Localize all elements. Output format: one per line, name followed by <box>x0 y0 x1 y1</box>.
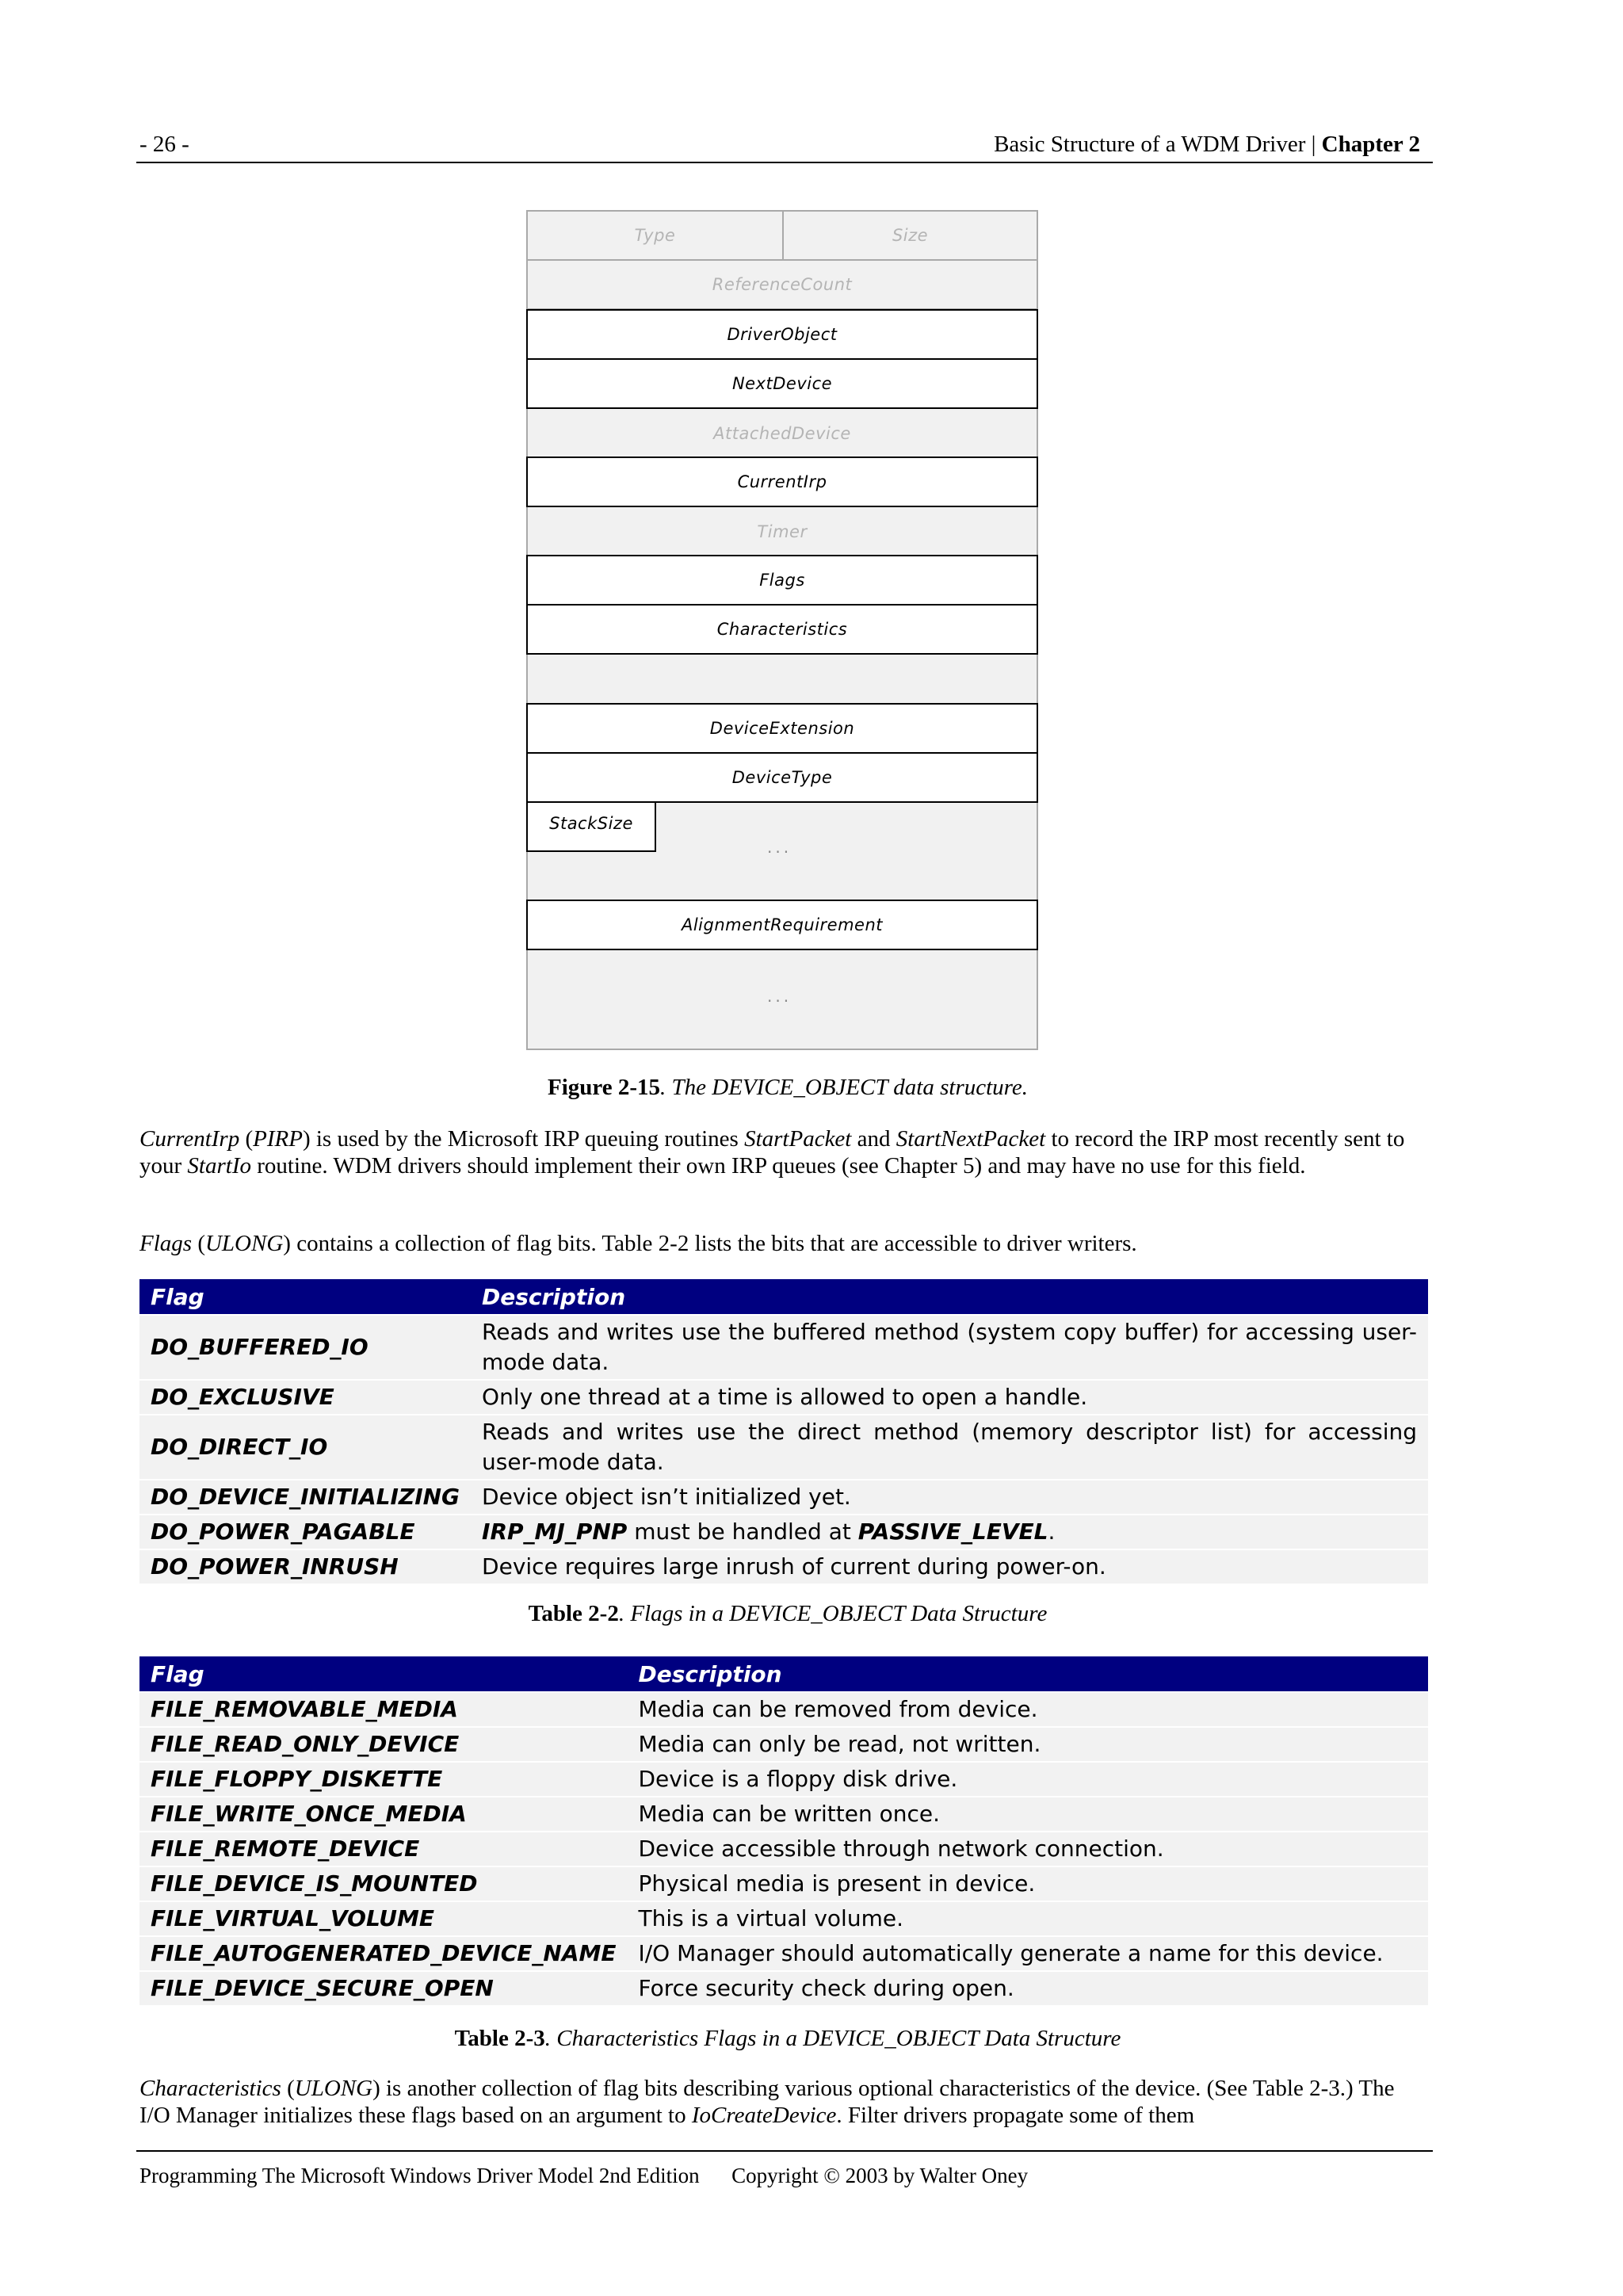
field-flags: Flags <box>526 555 1038 606</box>
text: routine. WDM drivers should implement their own IRP queues (see Chapter 5) and may have no use for this field. <box>250 1153 1306 1179</box>
description-cell: Physical media is present in device. <box>627 1866 1428 1901</box>
paragraph-current-irp <box>139 1125 1407 1179</box>
field-device-type: DeviceType <box>526 752 1038 803</box>
term-start-next-packet: StartNextPacket <box>896 1126 1046 1152</box>
term-passive-level: PASSIVE_LEVEL <box>857 1519 1048 1545</box>
running-header-chapter: Chapter 2 <box>1321 132 1420 157</box>
field-device-extension: DeviceExtension <box>526 703 1038 754</box>
term-irp-mj-pnp: IRP_MJ_PNP <box>482 1519 628 1545</box>
table-row <box>139 1866 1428 1901</box>
ellipsis-end: ... <box>767 987 792 1006</box>
text: ( <box>281 2076 295 2101</box>
field-alignment-requirement: AlignmentRequirement <box>526 900 1038 950</box>
table-row <box>139 1726 1428 1761</box>
ellipsis-stack: ... <box>767 838 792 857</box>
flag-cell: DO_DIRECT_IO <box>139 1414 471 1479</box>
column-header-flag: Flag <box>139 1656 627 1691</box>
flag-cell: DO_POWER_PAGABLE <box>139 1514 471 1549</box>
description-cell: Reads and writes use the buffered method (system copy buffer) for accessing user-mode data. <box>471 1314 1428 1379</box>
table-characteristics-flags <box>139 1656 1428 2005</box>
table2-caption-text: . Flags in a DEVICE_OBJECT Data Structure <box>618 1601 1048 1626</box>
text: and <box>851 1126 896 1152</box>
term-pirp: PIRP <box>253 1126 303 1152</box>
table-header-row <box>139 1656 1428 1691</box>
flag-cell: FILE_AUTOGENERATED_DEVICE_NAME <box>139 1935 627 1970</box>
table3-caption-text: . Characteristics Flags in a DEVICE_OBJECT Data Structure <box>544 2026 1121 2051</box>
table2-caption <box>139 1601 1436 1627</box>
figure-caption <box>139 1075 1436 1101</box>
flag-cell: FILE_VIRTUAL_VOLUME <box>139 1901 627 1935</box>
paragraph-flags <box>139 1230 1407 1257</box>
device-object-diagram <box>526 210 1038 1050</box>
description-cell: Media can be removed from device. <box>627 1691 1428 1726</box>
text: ) is used by the Microsoft IRP queuing routines <box>302 1126 745 1152</box>
table-row <box>139 1935 1428 1970</box>
flag-cell: FILE_READ_ONLY_DEVICE <box>139 1726 627 1761</box>
table2-caption-label: Table 2-2 <box>528 1601 619 1626</box>
text: ( <box>192 1231 205 1256</box>
description-cell: Device is a floppy disk drive. <box>627 1761 1428 1796</box>
text: . Filter drivers propagate some of them <box>836 2103 1195 2128</box>
column-header-description: Description <box>471 1279 1428 1314</box>
table-row <box>139 1761 1428 1796</box>
column-header-description: Description <box>627 1656 1428 1691</box>
flag-cell: FILE_FLOPPY_DISKETTE <box>139 1761 627 1796</box>
description-cell: Media can be written once. <box>627 1796 1428 1831</box>
term-ulong: ULONG <box>204 1231 284 1256</box>
table-row <box>139 1901 1428 1935</box>
field-reference-count: ReferenceCount <box>528 261 1037 310</box>
description-cell: Force security check during open. <box>627 1970 1428 2005</box>
description-cell: Device requires large inrush of current during power-on. <box>471 1549 1428 1584</box>
text: ( <box>239 1126 254 1152</box>
text: ) is another collection of flag bits describing various optional characteristics of the device. (See Table 2-3.) The I/O Manager initializes these flags based on an argument to <box>139 2076 1395 2128</box>
field-type: Type <box>528 212 784 261</box>
field-size: Size <box>784 212 1037 261</box>
description-cell: Reads and writes use the direct method (memory descriptor list) for accessing user-mode data. <box>471 1414 1428 1479</box>
flag-cell: FILE_DEVICE_SECURE_OPEN <box>139 1970 627 2005</box>
column-header-flag: Flag <box>139 1279 471 1314</box>
flag-cell: DO_BUFFERED_IO <box>139 1314 471 1379</box>
table3-caption-label: Table 2-3 <box>454 2026 545 2051</box>
flag-cell: FILE_REMOVABLE_MEDIA <box>139 1691 627 1726</box>
field-next-device: NextDevice <box>526 358 1038 409</box>
flag-cell: DO_DEVICE_INITIALIZING <box>139 1479 471 1514</box>
field-current-irp: CurrentIrp <box>526 457 1038 507</box>
table-row <box>139 1379 1428 1414</box>
flag-cell: FILE_REMOTE_DEVICE <box>139 1831 627 1866</box>
term-io-create-device: IoCreateDevice <box>691 2103 837 2128</box>
table-device-flags <box>139 1279 1428 1584</box>
description-cell: I/O Manager should automatically generate a name for this device. <box>627 1935 1428 1970</box>
table3-caption <box>139 2026 1436 2052</box>
flag-cell: DO_EXCLUSIVE <box>139 1379 471 1414</box>
description-cell: Only one thread at a time is allowed to open a handle. <box>471 1379 1428 1414</box>
header-rule <box>136 162 1433 163</box>
table-header-row <box>139 1279 1428 1314</box>
text: to record the IRP most recently sent to your <box>139 1126 1405 1179</box>
running-header <box>994 132 1420 158</box>
field-characteristics: Characteristics <box>526 604 1038 655</box>
field-attached-device: AttachedDevice <box>713 424 851 443</box>
description-cell: Device object isn’t initialized yet. <box>471 1479 1428 1514</box>
table-row <box>139 1514 1428 1549</box>
table-row <box>139 1479 1428 1514</box>
footer-rule <box>136 2150 1433 2152</box>
flag-cell: FILE_DEVICE_IS_MOUNTED <box>139 1866 627 1901</box>
text: ) contains a collection of flag bits. Table 2-2 lists the bits that are accessible to driver writers. <box>283 1231 1137 1256</box>
term-flags: Flags <box>139 1231 193 1256</box>
text: must be handled at <box>627 1519 858 1545</box>
term-current-irp: CurrentIrp <box>139 1126 240 1152</box>
flag-cell: FILE_WRITE_ONCE_MEDIA <box>139 1796 627 1831</box>
description-cell: Device accessible through network connection. <box>627 1831 1428 1866</box>
table-row <box>139 1796 1428 1831</box>
flag-cell: DO_POWER_INRUSH <box>139 1549 471 1584</box>
term-start-packet: StartPacket <box>744 1126 852 1152</box>
table-row <box>139 1549 1428 1584</box>
term-characteristics: Characteristics <box>139 2076 281 2101</box>
figure-caption-label: Figure 2-15 <box>547 1075 661 1100</box>
text: . <box>1048 1519 1056 1545</box>
table-row <box>139 1831 1428 1866</box>
page-footer: Programming The Microsoft Windows Driver Model 2nd Edition Copyright © 2003 by Walter Oney <box>139 2164 1029 2187</box>
table-row <box>139 1314 1428 1379</box>
page-number: - 26 - <box>139 132 189 157</box>
table-row <box>139 1970 1428 2005</box>
description-cell: Media can only be read, not written. <box>627 1726 1428 1761</box>
running-header-title: Basic Structure of a WDM Driver | <box>994 132 1322 157</box>
paragraph-characteristics <box>139 2075 1407 2129</box>
description-cell: This is a virtual volume. <box>627 1901 1428 1935</box>
field-driver-object: DriverObject <box>526 309 1038 360</box>
table-row <box>139 1691 1428 1726</box>
field-timer: Timer <box>757 522 808 541</box>
term-ulong: ULONG <box>294 2076 373 2101</box>
figure-caption-text: . The DEVICE_OBJECT data structure. <box>660 1075 1028 1100</box>
description-cell <box>471 1514 1428 1549</box>
term-start-io: StartIo <box>187 1153 251 1179</box>
table-row <box>139 1414 1428 1479</box>
field-stack-size: StackSize <box>526 801 656 852</box>
